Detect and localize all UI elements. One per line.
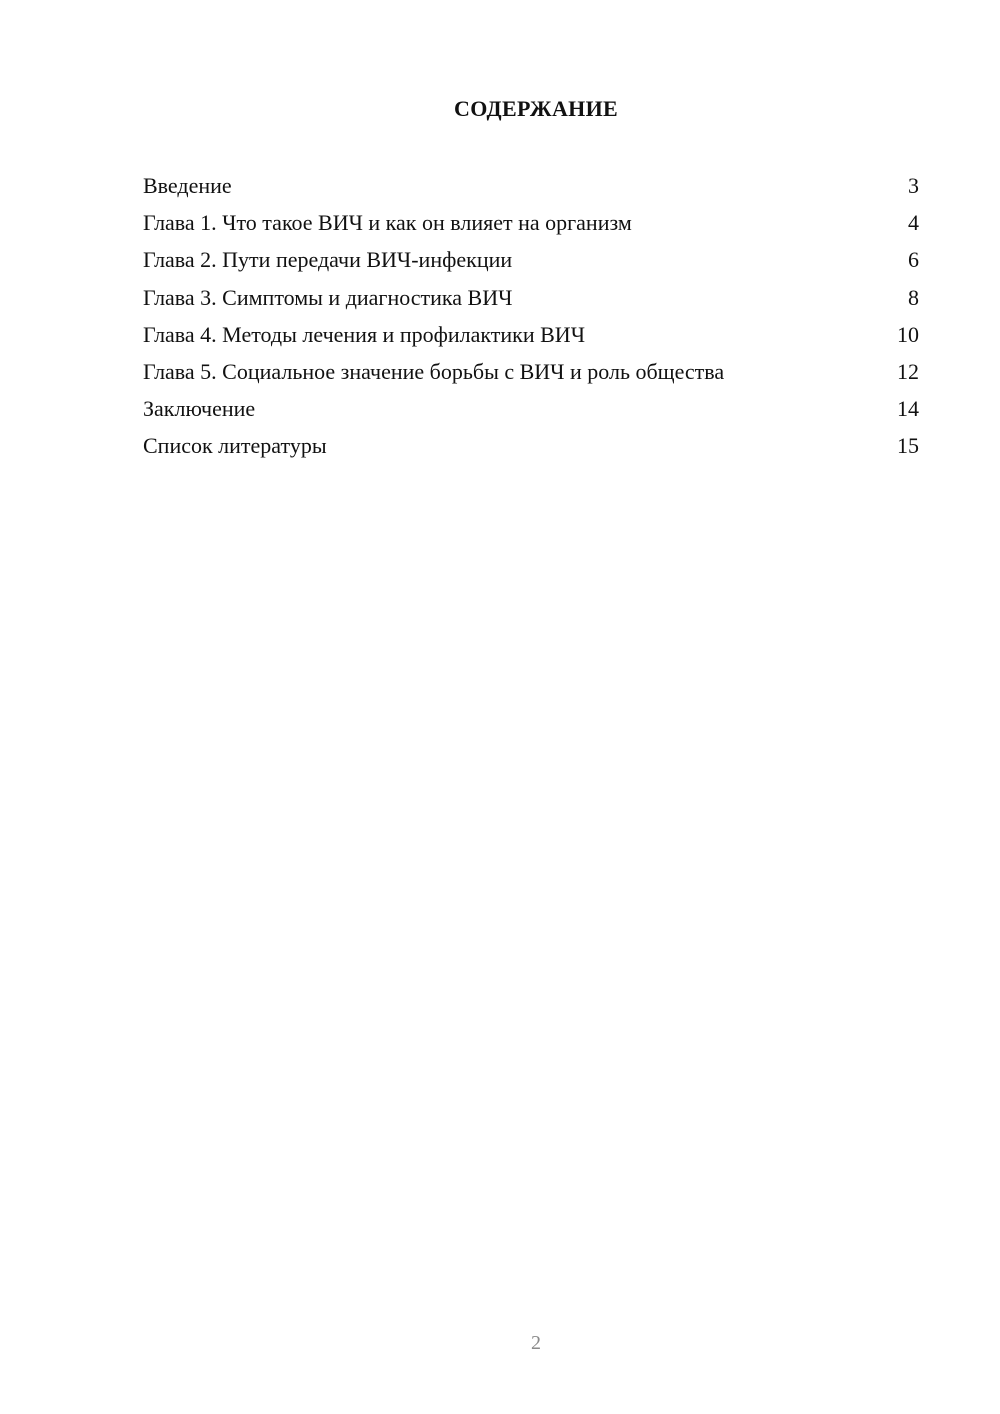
toc-entry-page: 15 (897, 433, 919, 459)
toc-entry-chapter-5 (143, 353, 919, 390)
toc-entry-label: Глава 5. Социальное значение борьбы с ВИЧ и роль общества (143, 358, 725, 384)
toc-entry-chapter-1 (143, 204, 919, 241)
toc-title: СОДЕРЖАНИЕ (454, 96, 618, 121)
toc-entry-label: Глава 3. Симптомы и диагностика ВИЧ (143, 284, 513, 310)
toc-entry-conclusion (143, 390, 919, 427)
toc-entry-chapter-3 (143, 279, 919, 316)
toc-list (143, 167, 919, 465)
toc-entry-label: Введение (143, 173, 232, 198)
toc-entry-page: 6 (908, 247, 919, 273)
toc-entry-label: Глава 1. Что такое ВИЧ и как он влияет на организм (143, 210, 632, 236)
toc-entry-page: 8 (908, 284, 919, 310)
toc-entry-page: 10 (897, 321, 919, 347)
toc-entry-page: 3 (908, 173, 919, 198)
toc-entry-introduction (143, 167, 919, 204)
toc-entry-page: 4 (908, 210, 919, 236)
toc-entry-page: 12 (897, 358, 919, 384)
toc-entry-label: Список литературы (143, 433, 327, 459)
toc-entry-label: Заключение (143, 396, 256, 422)
toc-entry-chapter-4 (143, 316, 919, 353)
page-number: 2 (531, 1332, 541, 1354)
toc-entry-references (143, 427, 919, 464)
toc-entry-page: 14 (897, 396, 919, 422)
toc-entry-chapter-2 (143, 241, 919, 278)
toc-entry-label: Глава 2. Пути передачи ВИЧ-инфекции (143, 247, 513, 273)
toc-entry-label: Глава 4. Методы лечения и профилактики ВИЧ (143, 321, 585, 347)
